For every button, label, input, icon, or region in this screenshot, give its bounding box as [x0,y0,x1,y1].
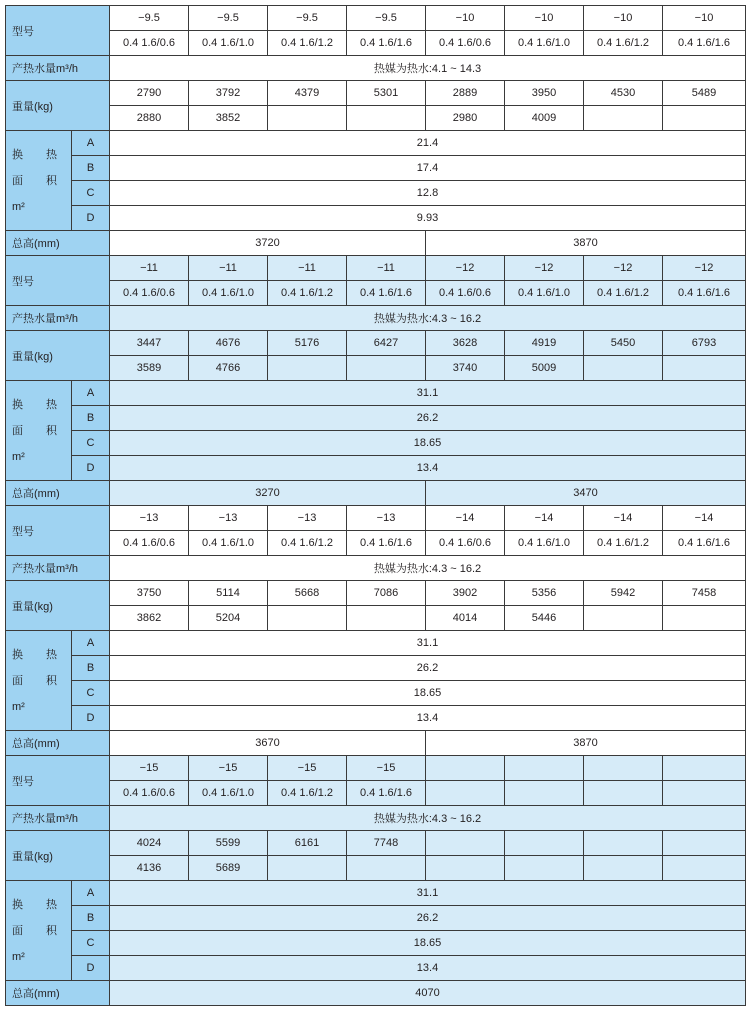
pressure-cell: 0.4 1.6/1.2 [584,531,663,556]
area-row [6,456,746,481]
pressure-row [6,531,746,556]
weight-cell [268,856,347,881]
weight-cell [347,606,426,631]
area-type: B [72,156,110,181]
area-type: A [72,131,110,156]
area-type: A [72,381,110,406]
model-cell: −9.5 [347,6,426,31]
model-cell: −14 [426,506,505,531]
height-label: 总高(mm) [6,981,110,1006]
area-row [6,931,746,956]
weight-cell: 5489 [663,81,746,106]
pressure-cell: 0.4 1.6/1.6 [663,281,746,306]
height-value: 3270 [110,481,426,506]
model-cell: −14 [505,506,584,531]
weight-cell [663,831,746,856]
model-cell: −12 [584,256,663,281]
height-row [6,981,746,1006]
weight-cell [268,106,347,131]
pressure-cell: 0.4 1.6/1.0 [189,31,268,56]
weight-label: 重量(kg) [6,331,110,381]
heat-water-value: 热媒为热水:4.3 ~ 16.2 [110,806,746,831]
area-type: D [72,706,110,731]
pressure-cell: 0.4 1.6/0.6 [426,281,505,306]
weight-cell: 2880 [110,106,189,131]
model-cell: −13 [110,506,189,531]
weight-cell: 3628 [426,331,505,356]
area-label-line: m² [12,450,25,463]
area-row [6,631,746,656]
weight-cell: 5446 [505,606,584,631]
pressure-cell: 0.4 1.6/0.6 [110,281,189,306]
weight-cell: 5204 [189,606,268,631]
pressure-cell [505,781,584,806]
area-value: 9.93 [110,206,746,231]
area-value: 13.4 [110,706,746,731]
pressure-cell: 0.4 1.6/1.0 [189,281,268,306]
weight-cell: 4766 [189,356,268,381]
weight-cell [426,856,505,881]
model-cell [505,756,584,781]
spec-table [5,5,746,1006]
area-label-line: 面 积 [12,924,68,937]
area-label-line: 换 热 [12,148,68,161]
area-label-line: m² [12,200,25,213]
area-type: D [72,456,110,481]
weight-row [6,581,746,606]
model-cell [663,756,746,781]
area-row [6,706,746,731]
pressure-cell: 0.4 1.6/1.0 [505,31,584,56]
pressure-cell: 0.4 1.6/0.6 [110,31,189,56]
weight-cell: 4530 [584,81,663,106]
weight-cell [268,606,347,631]
area-type: B [72,406,110,431]
model-cell: −11 [110,256,189,281]
weight-cell: 4379 [268,81,347,106]
model-row [6,6,746,31]
weight-label: 重量(kg) [6,81,110,131]
weight-cell: 3902 [426,581,505,606]
area-type: B [72,656,110,681]
pressure-cell: 0.4 1.6/0.6 [110,531,189,556]
area-value: 31.1 [110,381,746,406]
area-row [6,131,746,156]
area-row [6,156,746,181]
heat-water-label: 产热水量m³/h [6,556,110,581]
weight-row-alt [6,856,746,881]
pressure-cell: 0.4 1.6/1.6 [663,531,746,556]
weight-cell [347,106,426,131]
area-label-line: 面 积 [12,174,68,187]
model-cell: −12 [426,256,505,281]
weight-cell: 4136 [110,856,189,881]
weight-cell [268,356,347,381]
weight-cell: 5114 [189,581,268,606]
area-value: 26.2 [110,906,746,931]
pressure-cell: 0.4 1.6/1.6 [347,31,426,56]
weight-cell: 2980 [426,106,505,131]
pressure-cell: 0.4 1.6/0.6 [110,781,189,806]
model-cell: −10 [584,6,663,31]
area-value: 18.65 [110,431,746,456]
model-cell: −15 [189,756,268,781]
height-value: 3870 [426,231,746,256]
area-label-line: 换 热 [12,648,68,661]
height-value: 4070 [110,981,746,1006]
weight-cell: 4676 [189,331,268,356]
weight-cell [505,831,584,856]
height-label: 总高(mm) [6,731,110,756]
weight-cell: 3950 [505,81,584,106]
weight-row-alt [6,106,746,131]
weight-cell: 7748 [347,831,426,856]
weight-cell: 5301 [347,81,426,106]
weight-cell [663,856,746,881]
model-cell: −11 [347,256,426,281]
model-cell: −13 [268,506,347,531]
weight-cell: 5176 [268,331,347,356]
weight-cell [584,856,663,881]
model-cell: −12 [505,256,584,281]
weight-cell: 2889 [426,81,505,106]
model-cell: −9.5 [268,6,347,31]
model-cell: −15 [268,756,347,781]
weight-cell: 4919 [505,331,584,356]
pressure-cell: 0.4 1.6/1.2 [268,31,347,56]
model-cell [426,756,505,781]
area-label [6,881,72,981]
area-type: D [72,206,110,231]
weight-row [6,81,746,106]
weight-row-alt [6,606,746,631]
area-type: A [72,631,110,656]
area-row [6,906,746,931]
pressure-cell [584,781,663,806]
pressure-cell: 0.4 1.6/1.2 [584,281,663,306]
height-row [6,731,746,756]
weight-cell [663,606,746,631]
model-cell: −12 [663,256,746,281]
weight-cell [347,856,426,881]
weight-cell: 3589 [110,356,189,381]
weight-cell [584,106,663,131]
area-label-line: m² [12,700,25,713]
model-row [6,756,746,781]
model-label: 型号 [6,6,110,56]
weight-cell [426,831,505,856]
area-row [6,956,746,981]
pressure-cell: 0.4 1.6/0.6 [426,531,505,556]
height-value: 3720 [110,231,426,256]
area-value: 13.4 [110,956,746,981]
weight-cell: 3447 [110,331,189,356]
area-label-line: 换 热 [12,398,68,411]
area-type: C [72,431,110,456]
model-cell: −15 [347,756,426,781]
model-cell: −13 [189,506,268,531]
pressure-row [6,31,746,56]
area-type: A [72,881,110,906]
pressure-cell: 0.4 1.6/0.6 [426,31,505,56]
model-cell: −10 [663,6,746,31]
weight-cell: 5450 [584,331,663,356]
weight-row [6,331,746,356]
pressure-cell [426,781,505,806]
area-label-line: 换 热 [12,898,68,911]
weight-cell: 3750 [110,581,189,606]
height-value: 3670 [110,731,426,756]
weight-cell: 7086 [347,581,426,606]
weight-cell: 5689 [189,856,268,881]
weight-cell: 3740 [426,356,505,381]
weight-cell [663,106,746,131]
model-cell: −14 [663,506,746,531]
area-value: 31.1 [110,881,746,906]
model-cell: −11 [268,256,347,281]
model-cell [584,756,663,781]
area-value: 31.1 [110,631,746,656]
area-type: B [72,906,110,931]
area-row [6,881,746,906]
weight-cell: 6427 [347,331,426,356]
pressure-cell: 0.4 1.6/1.0 [505,531,584,556]
pressure-cell: 0.4 1.6/1.6 [347,531,426,556]
area-row [6,681,746,706]
weight-cell: 3852 [189,106,268,131]
weight-cell: 3792 [189,81,268,106]
weight-cell [663,356,746,381]
model-cell: −10 [426,6,505,31]
area-value: 12.8 [110,181,746,206]
area-row [6,656,746,681]
area-row [6,206,746,231]
weight-label: 重量(kg) [6,581,110,631]
pressure-cell: 0.4 1.6/1.6 [347,281,426,306]
area-label-line: m² [12,950,25,963]
area-value: 17.4 [110,156,746,181]
heat-water-row [6,806,746,831]
area-value: 18.65 [110,931,746,956]
weight-cell: 6161 [268,831,347,856]
model-label: 型号 [6,756,110,806]
pressure-cell: 0.4 1.6/1.0 [189,531,268,556]
area-label [6,631,72,731]
height-value: 3470 [426,481,746,506]
model-cell: −9.5 [189,6,268,31]
area-row [6,181,746,206]
weight-row [6,831,746,856]
weight-cell [584,356,663,381]
area-type: C [72,931,110,956]
heat-water-label: 产热水量m³/h [6,306,110,331]
pressure-cell: 0.4 1.6/1.2 [584,31,663,56]
heat-water-label: 产热水量m³/h [6,56,110,81]
model-cell: −10 [505,6,584,31]
pressure-cell: 0.4 1.6/1.6 [347,781,426,806]
model-cell: −9.5 [110,6,189,31]
weight-cell [505,856,584,881]
model-label: 型号 [6,506,110,556]
pressure-cell: 0.4 1.6/1.2 [268,781,347,806]
model-label: 型号 [6,256,110,306]
pressure-cell: 0.4 1.6/1.2 [268,531,347,556]
weight-cell: 4014 [426,606,505,631]
area-type: D [72,956,110,981]
model-row [6,506,746,531]
model-cell: −13 [347,506,426,531]
area-row [6,381,746,406]
heat-water-value: 热媒为热水:4.1 ~ 14.3 [110,56,746,81]
weight-cell: 6793 [663,331,746,356]
heat-water-row [6,306,746,331]
weight-cell: 5356 [505,581,584,606]
heat-water-label: 产热水量m³/h [6,806,110,831]
heat-water-value: 热媒为热水:4.3 ~ 16.2 [110,556,746,581]
weight-cell: 4024 [110,831,189,856]
area-type: C [72,681,110,706]
weight-cell [584,606,663,631]
weight-cell: 4009 [505,106,584,131]
height-row [6,481,746,506]
area-label-line: 面 积 [12,674,68,687]
weight-cell [347,356,426,381]
weight-cell: 5009 [505,356,584,381]
model-cell: −11 [189,256,268,281]
area-value: 26.2 [110,656,746,681]
pressure-cell: 0.4 1.6/1.0 [189,781,268,806]
weight-cell: 5942 [584,581,663,606]
height-row [6,231,746,256]
pressure-cell: 0.4 1.6/1.6 [663,31,746,56]
area-value: 21.4 [110,131,746,156]
heat-water-value: 热媒为热水:4.3 ~ 16.2 [110,306,746,331]
weight-cell: 3862 [110,606,189,631]
area-value: 13.4 [110,456,746,481]
weight-row-alt [6,356,746,381]
pressure-cell: 0.4 1.6/1.0 [505,281,584,306]
height-label: 总高(mm) [6,231,110,256]
pressure-row [6,281,746,306]
area-value: 18.65 [110,681,746,706]
model-cell: −14 [584,506,663,531]
spec-table-body [6,6,746,1006]
weight-cell [584,831,663,856]
weight-cell: 7458 [663,581,746,606]
pressure-row [6,781,746,806]
area-label [6,381,72,481]
area-value: 26.2 [110,406,746,431]
area-label-line: 面 积 [12,424,68,437]
weight-cell: 2790 [110,81,189,106]
area-type: C [72,181,110,206]
weight-label: 重量(kg) [6,831,110,881]
height-value: 3870 [426,731,746,756]
heat-water-row [6,556,746,581]
model-row [6,256,746,281]
area-row [6,406,746,431]
height-label: 总高(mm) [6,481,110,506]
area-row [6,431,746,456]
weight-cell: 5599 [189,831,268,856]
heat-water-row [6,56,746,81]
model-cell: −15 [110,756,189,781]
area-label [6,131,72,231]
pressure-cell [663,781,746,806]
weight-cell: 5668 [268,581,347,606]
pressure-cell: 0.4 1.6/1.2 [268,281,347,306]
